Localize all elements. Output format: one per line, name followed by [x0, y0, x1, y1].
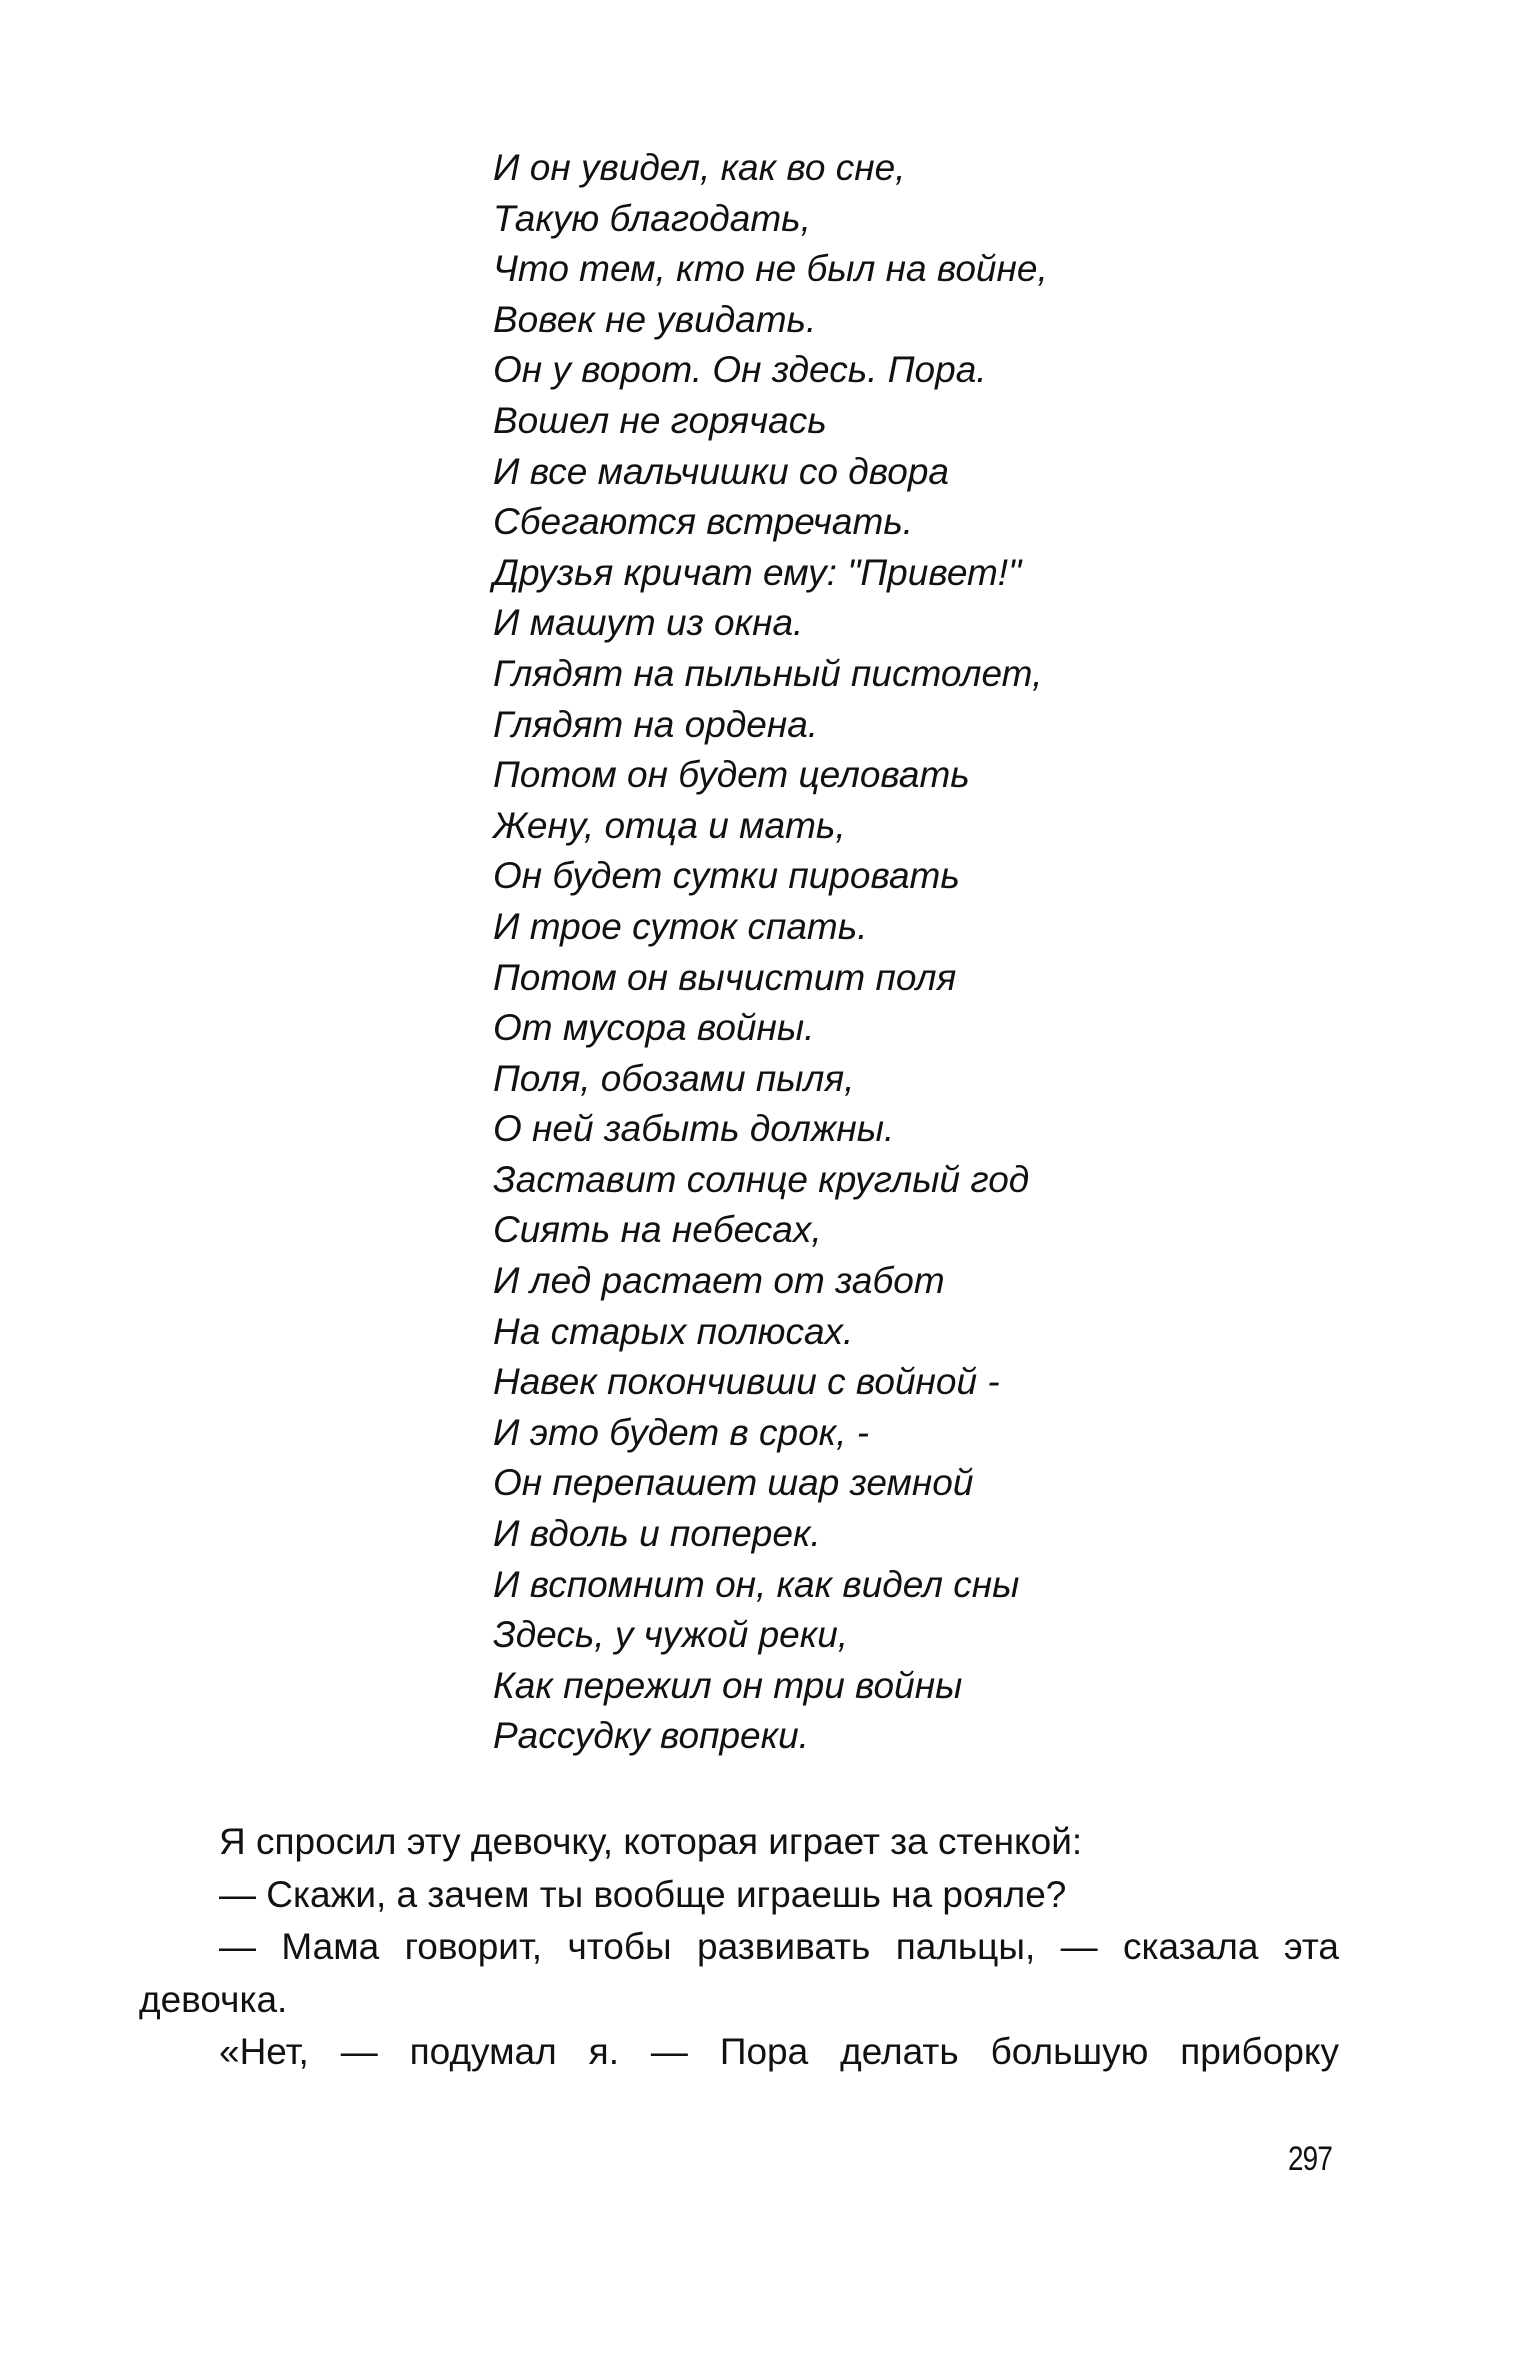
poem-line: Жену, отца и мать,	[493, 804, 846, 846]
poem-line: На старых полюсах.	[493, 1310, 854, 1352]
poem-line: И трое суток спать.	[493, 905, 868, 947]
poem-line: Заставит солнце круглый год	[493, 1158, 1030, 1200]
paragraph: — Мама говорит, чтобы развивать пальцы, — сказала эта девочка.	[139, 1926, 1339, 2020]
poem-line: Глядят на ордена.	[493, 703, 819, 745]
poem-line: И вдоль и поперек.	[493, 1513, 821, 1555]
paragraph: Я спросил эту девочку, которая играет за стенкой:	[219, 1821, 1083, 1862]
poem-line: Он у ворот. Он здесь. Пора.	[493, 349, 987, 391]
poem-line: И он увидел, как во сне,	[493, 147, 906, 188]
poem-line: Поля, обозами пыля,	[493, 1057, 855, 1099]
poem-line: И машут из окна.	[493, 602, 804, 644]
poem-line: Сбегаются встречать.	[493, 501, 914, 543]
poem-line: Глядят на пыльный пистолет,	[493, 652, 1043, 694]
prose-text	[139, 1816, 1339, 2079]
poem	[493, 143, 1048, 1762]
paragraph: — Скажи, а зачем ты вообще играешь на рояле?	[219, 1873, 1067, 1915]
poem-line: Вовек не увидать.	[493, 298, 817, 340]
poem-line: Потом он вычистит поля	[493, 956, 957, 998]
poem-line: Навек покончивши с войной -	[493, 1361, 1000, 1403]
poem-line: Как пережил он три войны	[493, 1664, 963, 1706]
poem-line: Вошел не горячась	[493, 399, 827, 441]
poem-line: И все мальчишки со двора	[493, 450, 949, 492]
poem-line: Рассудку вопреки.	[493, 1715, 809, 1757]
poem-line: Что тем, кто не был на войне,	[493, 248, 1048, 290]
poem-line: Сиять на небесах,	[493, 1209, 822, 1251]
poem-line: Друзья кричат ему: "Привет!"	[493, 551, 1022, 593]
poem-line: О ней забыть должны.	[493, 1108, 895, 1150]
poem-line: И вспомнит он, как видел сны	[493, 1563, 1020, 1605]
page-number: 297	[1288, 2140, 1333, 2178]
poem-line: Такую благодать,	[493, 197, 811, 239]
poem-line: Он будет сутки пировать	[493, 855, 960, 897]
poem-line: И лед растает от забот	[493, 1260, 945, 1302]
poem-line: Он перепашет шар земной	[493, 1462, 974, 1504]
poem-line: Здесь, у чужой реки,	[493, 1614, 849, 1656]
poem-line: От мусора войны.	[493, 1007, 815, 1049]
paragraph: «Нет, — подумал я. — Пора делать большую приборку	[219, 2031, 1339, 2072]
poem-line: Потом он будет целовать	[493, 754, 970, 796]
poem-line: И это будет в срок, -	[493, 1411, 870, 1453]
